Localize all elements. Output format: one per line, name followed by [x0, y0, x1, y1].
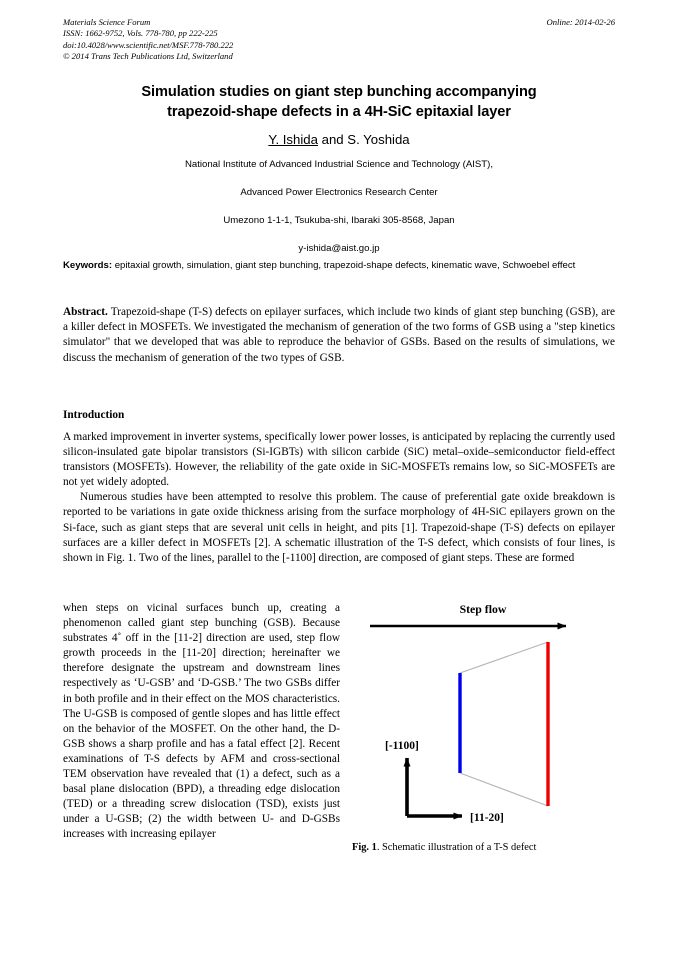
axis-vertical-label: [-1100]	[385, 740, 419, 752]
axis-horizontal-label: [11-20]	[470, 812, 504, 824]
abstract-section	[63, 305, 615, 366]
figure-1-caption-label: Fig. 1	[352, 842, 377, 853]
trapezoid-bottom-connector	[460, 773, 548, 806]
online-date: Online: 2014-02-26	[546, 17, 615, 27]
affiliation-center: Advanced Power Electronics Research Center	[240, 187, 438, 198]
author-primary: Y. Ishida	[268, 132, 318, 147]
journal-issn-volume: ISSN: 1662-9752, Vols. 778-780, pp 222-225	[63, 28, 218, 39]
journal-header	[63, 17, 615, 63]
intro-paragraph-1: A marked improvement in inverter systems, specifically lower power losses, is anticipated by replacing the currently used silicon-insulated gate bipolar transistors (Si-IGBTs) with silicon carbide (SiC) metal–oxide–semiconductor field-effect transistors (MOSFETs). However, the reliability of the gate oxide in SiC-MOSFETs remains low, so SiC-MOSFETs are not yet widely adopted.	[63, 431, 615, 489]
keywords-section	[63, 258, 615, 273]
author-list	[63, 131, 615, 148]
introduction-body	[63, 430, 615, 566]
journal-name: Materials Science Forum	[63, 17, 151, 27]
journal-header-right	[547, 17, 616, 28]
abstract-text: Trapezoid-shape (T-S) defects on epilayer surfaces, which include two kinds of giant step bunching (GSB), are a killer defect in MOSFETs. We investigated the mechanism of generation of the two forms of GSB using a "step kinetics simulator" that we developed that was able to reproduce the behavior of GSBs. Based on the results of simulations, we discuss the mechanism of generation of the two types of GSB.	[63, 306, 615, 364]
intro-paragraph-3: when steps on vicinal surfaces bunch up, creating a phenomenon called giant step bunching (GSB). Because substrates 4˚ off in the [11-2] direction are used, step flow growth proceeds in the [11-20] direction; hereinafter we therefore designate the upstream and downstream lines respectively as ‘U-GSB’ and ‘D-GSB.’ The two GSBs differ in both profile and in their effect on the MOS characteristics. The U-GSB is composed of gentle slopes and has little effect on the behavior of the MOSFET. On the other hand, the D-GSB shows a sharp profile and has a fatal effect [2]. Recent examinations of T-S defects by AFM and cross-sectional TEM observation have revealed that (1) a defect, such as a basal plane dislocation (BPD), a threading edge dislocation (TED) or a threading screw dislocation (TSD), exists just under a U-GSB; (2) the width between U- and D-GSBs increases with increasing epilayer	[63, 602, 340, 841]
affiliation-address: Umezono 1-1-1, Tsukuba-shi, Ibaraki 305-8568, Japan	[223, 215, 455, 226]
journal-copyright: © 2014 Trans Tech Publications Ltd, Switzerland	[63, 51, 233, 62]
affiliation-institute: National Institute of Advanced Industrial Science and Technology (AIST),	[184, 159, 494, 170]
affiliation-block	[63, 159, 615, 255]
intro-paragraph-2: Numerous studies have been attempted to resolve this problem. The cause of preferential gate oxide breakdown is reported to be variations in gate oxide thickness arising from the surface morphology of 4H-SiC epilayers grown on the Si-face, such as giant steps that are several unit cells in height, and pits [1]. Trapezoid-shape (T-S) defects on epilayer surfaces are a killer defect in MOSFETs [2]. A schematic illustration of the T-S defect, which consists of four lines, is shown in Fig. 1. Two of the lines, parallel to the [-1100] direction, are composed of giant steps. These are formed	[63, 491, 615, 564]
section-heading-introduction: Introduction	[63, 409, 125, 421]
introduction-body-column	[63, 601, 340, 843]
author-secondary: and S. Yoshida	[317, 132, 410, 147]
figure-1-caption-text: . Schematic illustration of a T-S defect	[376, 842, 537, 853]
title-line-2: trapezoid-shape defects in a 4H-SiC epitaxial layer	[167, 104, 511, 120]
page-title	[63, 82, 615, 122]
abstract-label: Abstract.	[63, 306, 108, 318]
figure-1	[352, 598, 615, 860]
contact-email: y-ishida@aist.go.jp	[298, 243, 380, 254]
journal-header-left	[63, 17, 233, 63]
step-flow-label: Step flow	[459, 602, 507, 616]
figure-1-graphic	[352, 598, 615, 830]
keywords-label: Keywords:	[63, 260, 113, 271]
keywords-text: epitaxial growth, simulation, giant step bunching, trapezoid-shape defects, kinematic wave, Schwoebel effect	[112, 260, 576, 271]
figure-1-caption	[352, 841, 615, 854]
trapezoid-top-connector	[460, 642, 548, 673]
journal-doi: doi:10.4028/www.scientific.net/MSF.778-780.222	[63, 39, 234, 50]
title-line-1: Simulation studies on giant step bunching accompanying	[141, 84, 537, 100]
